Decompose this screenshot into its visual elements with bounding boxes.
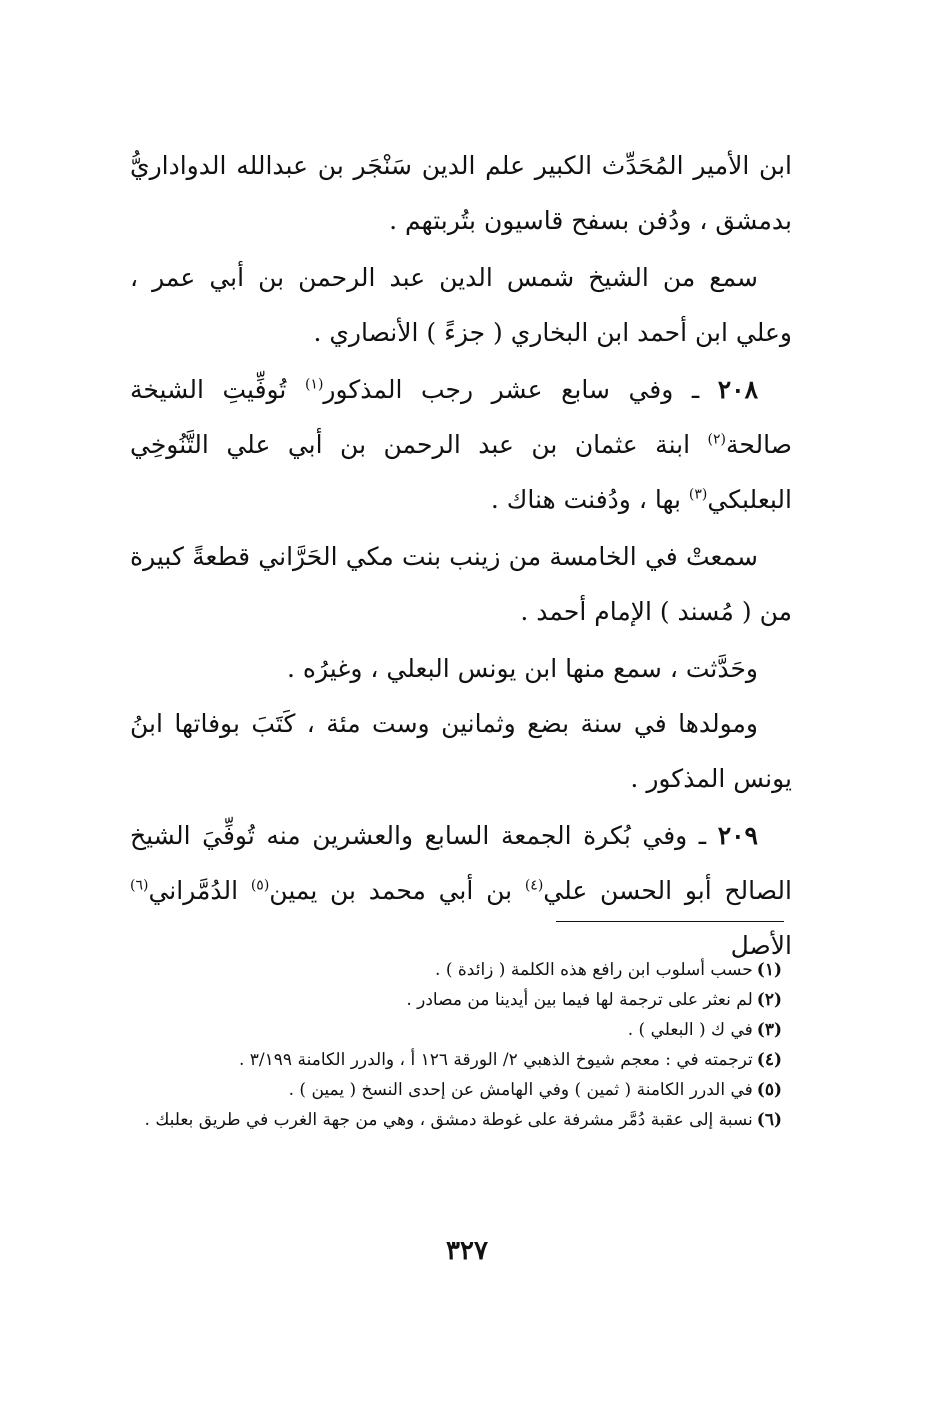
- entry-208-text-a: ـ وفي سابع عشر رجب المذكور: [323, 375, 718, 404]
- paragraph-4: سمعتْ في الخامسة من زينب بنت مكي الحَرَّاني قطعةً كبيرة من ( مُسند ) الإمام أحمد .: [130, 542, 792, 626]
- footnote-number: (٤): [756, 1050, 782, 1070]
- main-text-body: [130, 138, 792, 973]
- footnote-6: [128, 1105, 782, 1135]
- footnotes-section: [128, 955, 782, 1135]
- footnote-text: حسب أسلوب ابن رافع هذه الكلمة ( زائدة ) .: [435, 960, 753, 980]
- footnote-number: (٥): [756, 1080, 782, 1100]
- paragraph-entry-208: [130, 362, 792, 527]
- entry-209-text-a: ـ وفي بُكرة الجمعة السابع والعشرين منه تُوفِّيَ الشيخ الصالح أبو الحسن علي: [130, 821, 792, 905]
- entry-208-text-c: ابنة عثمان بن عبد الرحمن بن أبي علي التَّنُوخِي البعلبكي: [130, 430, 792, 514]
- entry-208-text-b: تُوفِّيتِ الشيخة صالحة: [130, 375, 792, 459]
- paragraph-6: ومولدها في سنة بضع وثمانين وست مئة ، كَتَبَ بوفاتها ابنُ يونس المذكور .: [130, 709, 792, 793]
- footnote-ref-4: (٤): [524, 877, 544, 894]
- footnote-ref-3: (٣): [688, 486, 708, 503]
- footnote-number: (٦): [756, 1110, 782, 1130]
- entry-209-text-b: بن أبي محمد بن يمين: [269, 876, 525, 905]
- entry-208-text-d: بها ، ودُفنت هناك .: [490, 485, 689, 514]
- entry-number-209: ٢٠٩: [717, 821, 758, 850]
- footnote-text: لم نعثر على ترجمة لها فيما بين أيدينا من مصادر .: [406, 990, 753, 1010]
- paragraph-1: ابن الأمير المُحَدِّث الكبير علم الدين سَنْجَر بن عبدالله الدواداريُّ بدمشق ، ودُفن بسفح قاسيون بتُربتهم .: [130, 151, 792, 235]
- footnote-text: في الدرر الكامنة ( ثمين ) وفي الهامش عن إحدى النسخ ( يمين ) .: [288, 1080, 753, 1100]
- page-number: ٣٢٧: [446, 1236, 488, 1266]
- footnote-text: في ك ( البعلي ) .: [627, 1020, 753, 1040]
- footnote-ref-6: (٦): [130, 877, 149, 894]
- paragraph-entry-209: [130, 808, 792, 973]
- footnote-divider: [556, 921, 784, 922]
- entry-209-text-d: الأصل: [730, 931, 792, 960]
- paragraph-2: سمع من الشيخ شمس الدين عبد الرحمن بن أبي عمر ، وعلي ابن أحمد ابن البخاري ( جزءً ) الأنصاري .: [130, 263, 792, 347]
- footnote-ref-5: (٥): [250, 877, 270, 894]
- footnote-1: [128, 955, 782, 985]
- footnote-3: [128, 1015, 782, 1045]
- entry-209-text-c: الدُمَّراني: [148, 876, 251, 905]
- footnote-ref-1: (١): [304, 376, 324, 393]
- footnote-number: (٣): [756, 1020, 782, 1040]
- entry-number-208: ٢٠٨: [717, 375, 759, 404]
- footnote-number: (٢): [756, 990, 782, 1010]
- footnote-text: ترجمته في : معجم شيوخ الذهبي ٢/ الورقة ١٢٦ أ ، والدرر الكامنة ٣/١٩٩ .: [238, 1050, 753, 1070]
- footnote-5: [128, 1075, 782, 1105]
- footnote-ref-2: (٢): [707, 431, 726, 448]
- footnote-4: [128, 1045, 782, 1075]
- footnote-number: (١): [756, 960, 782, 980]
- footnote-text: نسبة إلى عقبة دُمَّر مشرفة على غوطة دمشق ، وهي من جهة الغرب في طريق بعلبك .: [144, 1110, 753, 1130]
- footnote-2: [128, 985, 782, 1015]
- paragraph-5: وحَدَّثت ، سمع منها ابن يونس البعلي ، وغيرُه .: [286, 654, 758, 683]
